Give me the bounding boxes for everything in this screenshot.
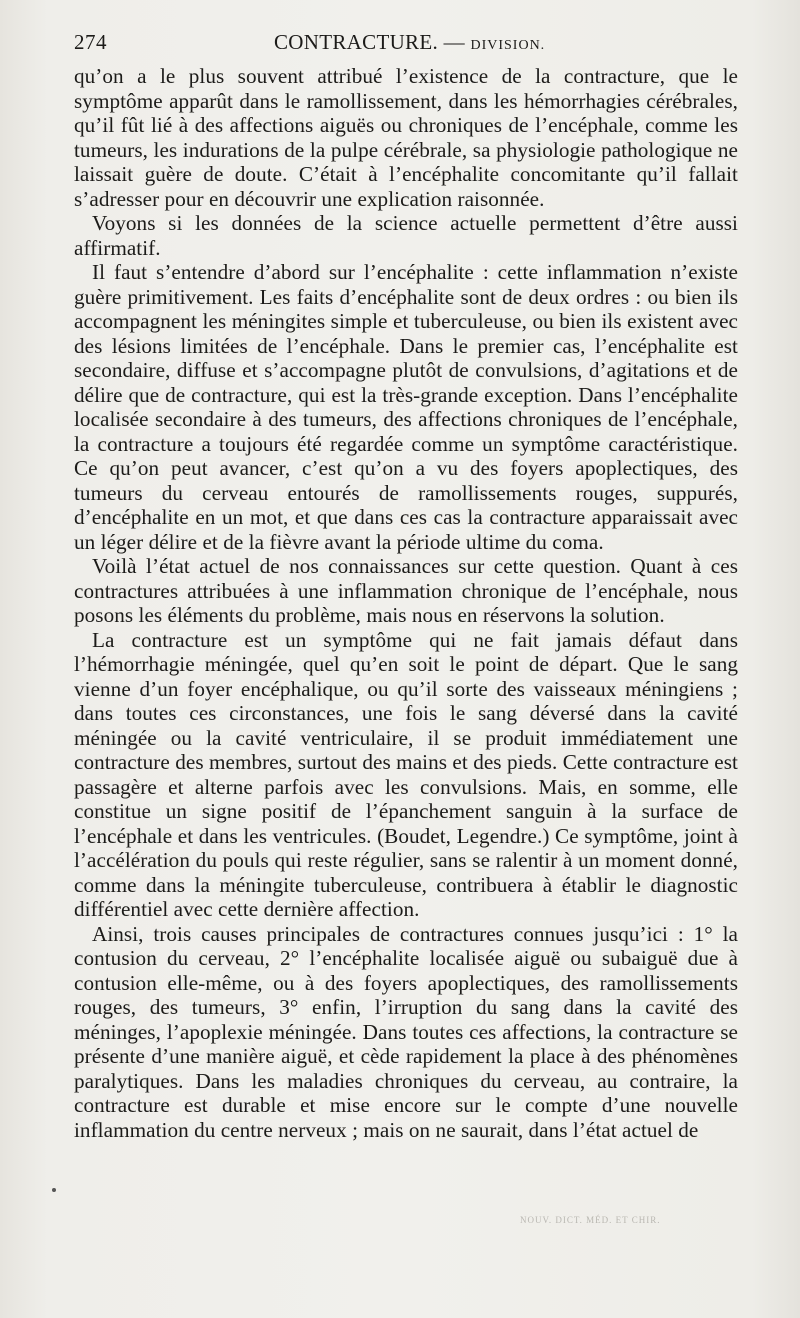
paragraph-continued: qu’on a le plus souvent attribué l’existence de la contracture, que le symptôme apparût dans le ramollissement, dans les hémorrhagies cérébrales, qu’il fût lié à des affections aiguës ou chroniques de l’encéphale, comme les tumeurs, les indurations de la pulpe cérébrale, sa physiologie pathologique ne laissait guère de doute. C’était à l’encéphalite concomitante qu’il fallait s’adresser pour en découvrir une explication raisonnée. bbox=[74, 64, 738, 211]
running-head bbox=[274, 30, 545, 55]
body-text bbox=[74, 64, 738, 1142]
paragraph: Voilà l’état actuel de nos connaissances sur cette question. Quant à ces contractures attribuées à une inflammation chronique de l’encéphale, nous posons les éléments du problème, mais nous en réservons la solution. bbox=[74, 554, 738, 627]
page-number: 274 bbox=[74, 30, 107, 54]
margin-ink-fleck bbox=[52, 1188, 56, 1192]
footer-signature-mark: NOUV. DICT. MÉD. ET CHIR. bbox=[520, 1215, 661, 1225]
running-dash: — bbox=[443, 30, 465, 54]
page-header bbox=[74, 30, 738, 60]
paragraph: Ainsi, trois causes principales de contractures connues jusqu’ici : 1° la contusion du cerveau, 2° l’encéphalite localisée aiguë ou subaiguë due à contusion elle-même, ou à des foyers apoplectiques, des ramollissements rouges, des tumeurs, 3° enfin, l’irruption du sang dans la cavité des méninges, l’apoplexie méningée. Dans toutes ces affections, la contracture se présente d’une manière aiguë, et cède rapidement la place à des phénomènes paralytiques. Dans les maladies chroniques du cerveau, au contraire, la contracture est durable et mise encore sur le compte d’une nouvelle inflammation du centre nerveux ; mais on ne saurait, dans l’état actuel de bbox=[74, 921, 738, 1142]
paragraph: Voyons si les données de la science actuelle permettent d’être aussi affirmatif. bbox=[74, 211, 738, 260]
paragraph: La contracture est un symptôme qui ne fait jamais défaut dans l’hémorrhagie méningée, quel qu’en soit le point de départ. Que le sang vienne d’un foyer encéphalique, ou qu’il sorte des vaisseaux méningiens ; dans toutes ces circonstances, une fois le sang déversé dans la cavité méningée ou la cavité ventriculaire, il se produit immédiatement une contracture des membres, surtout des mains et des pieds. Cette contracture est passagère et alterne parfois avec les convulsions. Mais, en somme, elle constitue un signe positif de l’épanchement sanguin à la surface de l’encéphale et dans les ventricules. (Boudet, Legendre.) Ce symptôme, joint à l’accélération du pouls qui reste régulier, sans se ralentir à un moment donné, comme dans la méningite tuberculeuse, contribuera à établir le diagnostic différentiel avec cette dernière affection. bbox=[74, 627, 738, 921]
running-title: CONTRACTURE. bbox=[274, 30, 439, 54]
paragraph: Il faut s’entendre d’abord sur l’encéphalite : cette inflammation n’existe guère primitivement. Les faits d’encéphalite sont de deux ordres : ou bien ils accompagnent les méningites simple et tuberculeuse, ou bien ils existent avec des lésions limitées de l’encéphale. Dans le premier cas, l’encéphalite est secondaire, diffuse et s’accompagne plutôt de convulsions, d’agitations et de délire que de contracture, qui est la très-grande exception. Dans l’encéphalite localisée secondaire à des tumeurs, des affections chroniques de l’encéphale, la contracture a toujours été regardée comme un symptôme caractéristique. Ce qu’on peut avancer, c’est qu’on a vu des foyers apoplectiques, des tumeurs du cerveau entourés de ramollissements rouges, suppurés, d’encéphalite en un mot, et que dans ces cas la contracture apparaissait avec un léger délire et de la fièvre avant la période ultime du coma. bbox=[74, 260, 738, 554]
running-subtitle: DIVISION. bbox=[470, 38, 546, 53]
